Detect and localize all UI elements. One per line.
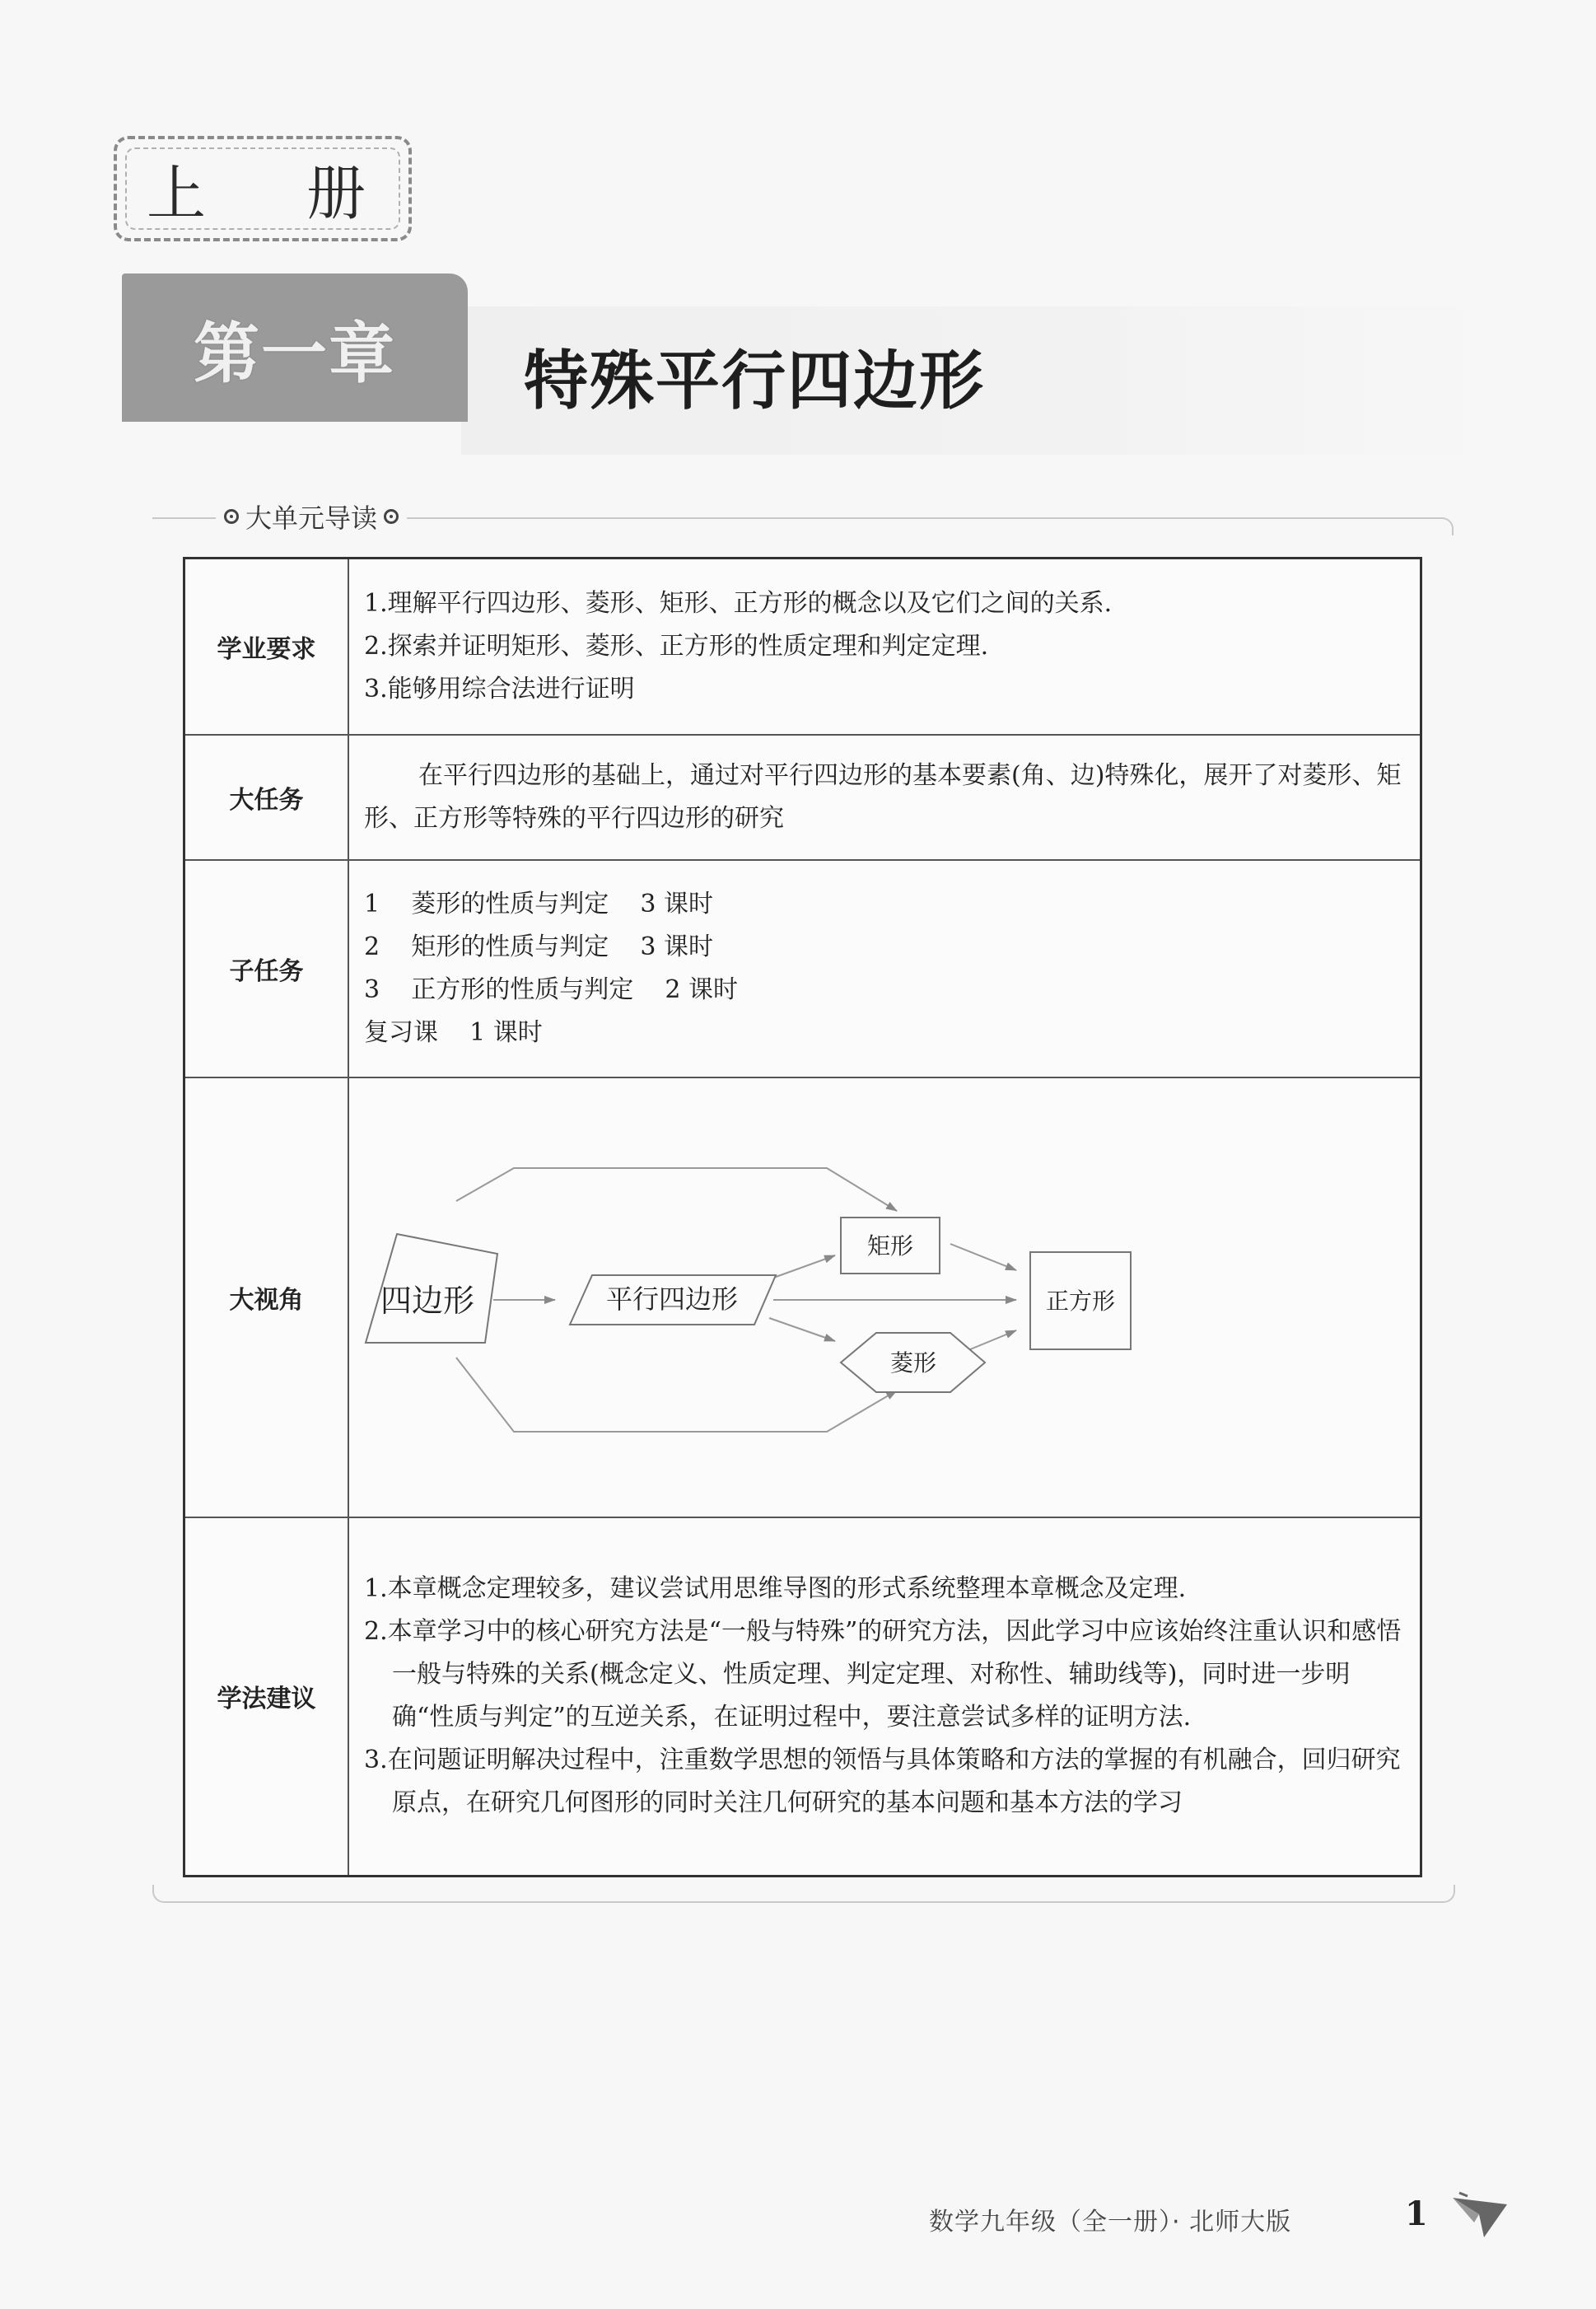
row-content: [348, 559, 1421, 735]
list-item: 2.探索并证明矩形、菱形、正方形的性质定理和判定定理.: [364, 631, 989, 661]
list-item: [364, 1012, 1405, 1054]
list-item: 3.在问题证明解决过程中，注重数学思想的领悟与具体策略和方法的掌握的有机融合，回归研究原点，在研究几何图形的同时关注几何研究的基本问题和基本方法的学习: [364, 1746, 1401, 1818]
edge-rect-square: [950, 1244, 1016, 1270]
chapter-number: 第一章: [122, 273, 468, 422]
section-bottom-rule: [152, 1885, 1455, 1903]
paragraph: 在平行四边形的基础上，通过对平行四边形的基本要素(角、边)特殊化，展开了对菱形、矩形、正方形等特殊的平行四边形的研究: [364, 760, 1402, 833]
review-hours: 1 课时: [469, 1017, 543, 1047]
subtask-name: 菱形的性质与判定: [411, 889, 609, 918]
volume-char-1: 上: [147, 159, 207, 228]
row-methods: [184, 1517, 1421, 1877]
relationship-diagram: [349, 1079, 1420, 1516]
circle-dot-icon: [384, 509, 399, 524]
footer-book-title: 数学九年级（全一册）· 北师大版: [929, 2208, 1292, 2237]
row-content: [348, 1517, 1421, 1877]
volume-box: [114, 136, 412, 241]
section-label-text: 大单元导读: [245, 502, 378, 534]
volume-char-2: 册: [306, 159, 366, 228]
chapter-title: 特殊平行四边形: [524, 344, 986, 418]
subtask-hours: 3 课时: [640, 889, 714, 918]
node-quadrilateral: 四边形: [380, 1282, 475, 1319]
list-item: [364, 883, 1405, 926]
page-number: 1: [1405, 2194, 1428, 2233]
row-label: 子任务: [184, 860, 349, 1077]
row-content: [348, 1077, 1421, 1517]
node-rectangle: 矩形: [866, 1232, 914, 1260]
subtask-hours: 3 课时: [640, 932, 714, 961]
edge-para-rhombus: [769, 1318, 835, 1341]
list-item: [364, 926, 1405, 969]
row-requirements: [184, 559, 1421, 735]
row-content: [348, 860, 1421, 1077]
list-item: [364, 969, 1405, 1012]
list-item: 2.本章学习中的核心研究方法是“一般与特殊”的研究方法，因此学习中应该始终注重认识和感悟一般与特殊的关系(概念定义、性质定理、判定定理、对称性、辅助线等)，同时进一步明确“性质与判定”的互逆关系，在证明过程中，要注意尝试多样的证明方法.: [364, 1617, 1402, 1732]
list-item: 1.理解平行四边形、菱形、矩形、正方形的概念以及它们之间的关系.: [364, 588, 1113, 618]
row-subtasks: [184, 860, 1421, 1077]
subtask-name: 正方形的性质与判定: [411, 975, 634, 1004]
paper-plane-icon: [1451, 2190, 1509, 2239]
row-label: 大任务: [184, 735, 349, 860]
list-item: 1.本章概念定理较多，建议尝试用思维导图的形式系统整理本章概念及定理.: [364, 1574, 1187, 1604]
row-label: 学业要求: [184, 559, 349, 735]
edge-quad-rhombus: [456, 1358, 897, 1432]
row-content: [348, 735, 1421, 860]
node-rhombus: 菱形: [889, 1348, 937, 1377]
subtask-name: 矩形的性质与判定: [411, 932, 609, 961]
subtask-number: 1: [364, 889, 380, 918]
row-label: 学法建议: [184, 1517, 349, 1877]
volume-title: [125, 147, 400, 230]
node-square: 正方形: [1045, 1287, 1116, 1315]
node-parallelogram: 平行四边形: [605, 1283, 739, 1315]
list-item: 3.能够用综合法进行证明: [364, 674, 635, 703]
unit-guide-table: [183, 557, 1422, 1877]
review-name: 复习课: [364, 1017, 438, 1047]
edge-quad-rect: [456, 1168, 897, 1211]
row-perspective: [184, 1077, 1421, 1517]
edge-para-rect: [769, 1255, 835, 1279]
subtask-number: 2: [364, 932, 380, 961]
row-big-task: [184, 735, 1421, 860]
row-label: 大视角: [184, 1077, 349, 1517]
subtask-hours: 2 课时: [665, 975, 739, 1004]
subtask-number: 3: [364, 975, 380, 1004]
circle-dot-icon: [224, 509, 239, 524]
section-label: [216, 498, 407, 535]
